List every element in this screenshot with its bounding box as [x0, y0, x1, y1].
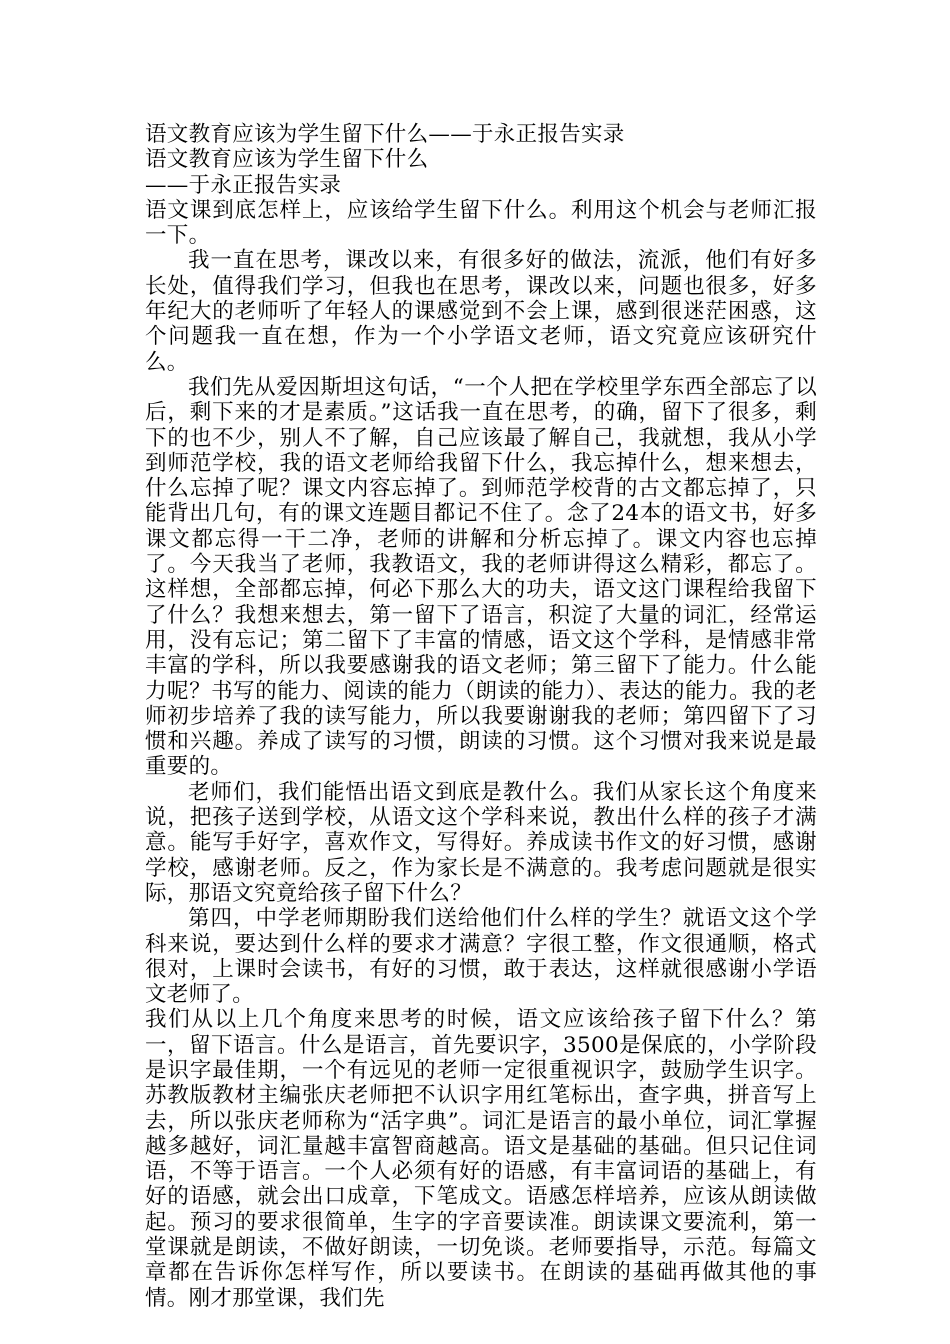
paragraph: 我们先从爱因斯坦这句话，“一个人把在学校里学东西全部忘了以后，剩下来的才是素质。”这话我一直在思考，的确，留下了很多，剩下的也不少，别人不了解，自己应该最了解自己，我就想，我从小学到师范学校，我的语文老师给我留下什么，我忘掉什么，想来想去，什么忘掉了呢？课文内容忘掉了。到师范学校背的古文都忘掉了，只能背出几句，有的课文连题目都记不住了。念了24本的语文书，好多课文都忘得一干二净，老师的讲解和分析忘掉了。课文内容也忘掉了。今天我当了老师，我教语文，我的老师讲得这么精彩，都忘了。这样想，全部都忘掉，何必下那么大的功夫，语文这门课程给我留下了什么？我想来想去，第一留下了语言，积淀了大量的词汇，经常运用，没有忘记；第二留下了丰富的情感，语文这个学科，是情感非常丰富的学科，所以我要感谢我的语文老师；第三留下了能力。什么能力呢？书写的能力、阅读的能力（朗读的能力）、表达的能力。我的老师初步培养了我的读写能力，所以我要谢谢我的老师；第四留下了习惯和兴趣。养成了读写的习惯，朗读的习惯。这个习惯对我来说是最重要的。 [145, 374, 817, 780]
subtitle-line: ——于永正报告实录 [145, 172, 342, 198]
document-content [145, 122, 817, 1311]
paragraph: 我一直在思考，课改以来，有很多好的做法，流派，他们有好多长处，值得我们学习，但我也在思考，课改以来，问题也很多，好多年纪大的老师听了年轻人的课感觉到不会上课，感到很迷茫困惑，这个问题我一直在想，作为一个小学语文老师，语文究竟应该研究什么。 [145, 248, 817, 375]
title-line-full: 语文教育应该为学生留下什么——于永正报告实录 [145, 122, 625, 147]
paragraph: 第四，中学老师期盼我们送给他们什么样的学生？就语文这个学科来说，要达到什么样的要求才满意？字很工整，作文很通顺，格式很对，上课时会读书，有好的习惯，敢于表达，这样就很感谢小学语文老师了。 [145, 906, 817, 1008]
paragraph: 我们从以上几个角度来思考的时候，语文应该给孩子留下什么？第一，留下语言。什么是语言，首先要识字，3500是保底的，小学阶段是识字最佳期，一个有远见的老师一定很重视识字，鼓励学生识字。苏教版教材主编张庆老师把不认识字用红笔标出，查字典，拼音写上去，所以张庆老师称为“活字典”。词汇是语言的最小单位，词汇掌握越多越好，词汇量越丰富智商越高。语文是基础的基础。但只记住词语，不等于语言。一个人必须有好的语感，有丰富词语的基础上，有好的语感，就会出口成章，下笔成文。语感怎样培养，应该从朗读做起。预习的要求很简单，生字的字音要读准。朗读课文要流利，第一堂课就是朗读，不做好朗读，一切免谈。老师要指导，示范。每篇文章都在告诉你怎样写作，所以要读书。在朗读的基础再做其他的事情。刚才那堂课，我们先 [145, 1007, 817, 1311]
title-line: 语文教育应该为学生留下什么 [145, 147, 429, 173]
paragraph: 语文课到底怎样上，应该给学生留下什么。利用这个机会与老师汇报一下。 [145, 197, 817, 249]
paragraph: 老师们，我们能悟出语文到底是教什么。我们从家长这个角度来说，把孩子送到学校，从语文这个学科来说，教出什么样的孩子才满意。能写手好字，喜欢作文，写得好。养成读书作文的好习惯，感谢学校，感谢老师。反之，作为家长是不满意的。我考虑问题就是很实际，那语文究竟给孩子留下什么？ [145, 779, 817, 906]
